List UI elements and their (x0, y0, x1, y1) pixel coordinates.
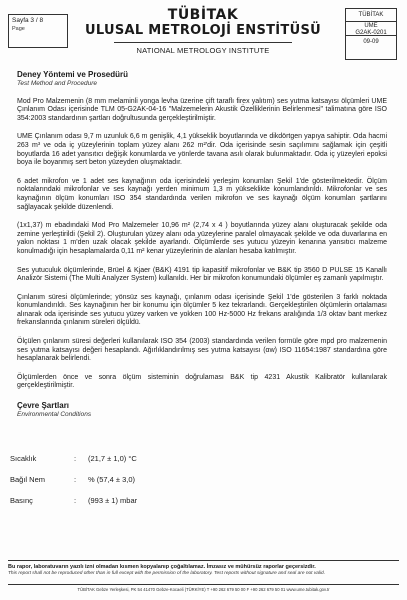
condition-value: % (57,4 ± 3,0) (88, 475, 136, 484)
section-title-en: Test Method and Procedure (17, 80, 97, 87)
condition-value: (993 ± 1) mbar (88, 496, 138, 505)
environment-conditions (10, 448, 310, 511)
report-header (8, 6, 397, 62)
code-doc: G2AK-0201 (355, 30, 387, 36)
page-number-en: Page (12, 26, 25, 32)
paragraph-reverberation: Çınlanım süresi ölçümlerinde; yönsüz ses kaynağı, çınlanım odası içerisinde Şekil 1'de gösterilen 3 farklı noktada konumlandırıldı. Ses kaynağının her bir konumu için ölçümler 5 kez tekrarlandı. Gerçekleştirilen ölçümlerin ortalaması alınarak oda içerisinde ses yutucu yüzey varken ve yokken 100 Hz-5000 Hz frekans aralığında 1/3 oktav bant merkez frekanslarında çınlanım süreleri ölçüldü. (17, 293, 387, 327)
org-title: TÜBİTAK (167, 7, 239, 23)
condition-colon: : (74, 454, 77, 463)
code-ume: UME (364, 23, 378, 29)
document-code-box (345, 8, 397, 60)
paragraph-microphones: 6 adet mikrofon ve 1 adet ses kaynağının oda içerisindeki yerleşim konumları Şekil 1'de gösterilmektedir. Ölçüm noktalarındaki mikrofonlar ve ses kaynağı yerden minimum 1,3 m yükseklikte konumlandırıldı. Mikrofonlar ve ses kaynağının ölçüm konumları ISO 354 standardında verilen mikrofon ve ses kaynağı ölçüm konumları şartlarını sağlayacak şekilde düzenlendi. (17, 177, 387, 211)
condition-label: Sıcaklık (10, 454, 37, 463)
section-title: Deney Yöntemi ve Prosedürü (17, 70, 128, 79)
condition-colon: : (74, 475, 77, 484)
paragraph-calibration: Ölçümlerden önce ve sonra ölçüm sisteminin doğrulaması B&K tip 4231 Akustik Kalibratör kullanılarak gerçekleştirilmiştir. (17, 373, 387, 390)
condition-row (10, 448, 310, 469)
institute-title-en: NATIONAL METROLOGY INSTITUTE (136, 46, 270, 55)
paragraph-sample-area: (1x1,37) m ebadındaki Mod Pro Malzemeler 10,96 m² (2,74 x 4 ) boyutlarında yüzey alanı oluşturacak şekilde oda zemine yerleştirildi (Şekil 2). Oluşturulan yüzey alanı oda yüzeylerine paralel olmayacak şekilde ve oda duvarlarına en yakın noktası 1 m'den uzak olacak şekilde ayarlandı. Ölçümlerde ses yutucu yüzeyin kenarına yansıtıcı malzeme konulmadığı için hesaplamalarda 0,11 m² kenar yüzeylerinin de alanları hesaba katılmıştır. (17, 222, 387, 255)
condition-value: (21,7 ± 1,0) °C (88, 454, 137, 463)
paragraph-room: UME Çınlanım odası 9,7 m uzunluk 6,6 m genişlik, 4,1 yükseklik boyutlarında ve dikdörtgen yapıya sahiptir. Oda hacmi 263 m³ ve oda iç yüzeylerinin toplam yüzey alanı 262 m²'dir. Oda içerisinde sesin saçılımını sağlamak için çeşitli boyutlarda 16 adet yansıtıcı değişik konumlarda ve yönlerde tavana asılı olarak bulunmaktadır. Oda iç yüzeyleri epoksi boya ile boyanmış sert beton yüzeyden oluşmaktadır. (17, 133, 387, 167)
paragraph-intro: Mod Pro Malzemenin (8 mm melaminli yonga levha üzerine çift taraflı firex yalıtım) ses yutma katsayısı ölçümleri UME Çınlanım Odası içerisinde TLM 05-G2AK-04-16 "Malzemelerin Akustik Özelliklerinin Belirlenmesi" talimatına göre ISO 354:2003 standardının şartları doğrultusunda gerçekleştirilmiştir. (17, 97, 387, 122)
footer-address: TÜBİTAK Gebze Yerleşkesi, PK 54 41470 Gebze-Kocaeli (TÜRKİYE) T +90 262 679 50 00 F +90 262 679 50 01 www.ume.tubitak.gov.tr (8, 584, 399, 592)
page-number-box (8, 14, 68, 48)
condition-label: Bağıl Nem (10, 475, 46, 484)
condition-colon: : (74, 496, 77, 505)
footer-notice: Bu rapor, laboratuvarın yazılı izni olmadan kısmen kopyalanıp çoğaltılamaz. İmzasız ve mühürsüz raporlar geçersizdir. (8, 564, 316, 570)
environment-title: Çevre Şartları (17, 401, 70, 411)
page-number: Sayfa 3 / 8 (12, 17, 44, 24)
footer-divider (8, 560, 399, 561)
report-body (17, 70, 387, 429)
paragraph-calculation: Ölçülen çınlanım süresi değerleri kullanılarak ISO 354 (2003) standardında verilen formüle göre mpd pro malzemenin ses yutma katsayısı değeri hesaplandı. Ağırlıklandırılmış ses yutma katsayısı (αw) ISO 11654:1987 standardına göre hesaplanarak belirlendi. (17, 338, 387, 363)
environment-title-en: Environmental Conditions (17, 411, 92, 419)
footer-notice-en: This report shall not be reproduced other than in full except with the permission of the laboratory. Test reports without signature and seal are not valid. (8, 571, 326, 576)
report-footer (8, 560, 399, 592)
condition-row (10, 469, 310, 490)
condition-row (10, 490, 310, 511)
code-date: 09-09 (363, 39, 379, 45)
paragraph-equipment: Ses yutuculuk ölçümlerinde, Brüel & Kjaer (B&K) 4191 tip kapasitif mikrofonlar ve B&K tip 3560 D PULSE 15 Kanallı Analizör Sistemi (The Multi Analyzer System) kullanıldı. Her bir mikrofon konumundaki ölçümler eş zamanlı yapılmıştır. (17, 266, 387, 283)
institute-title: ULUSAL METROLOJİ ENSTİTÜSÜ (85, 23, 321, 38)
code-org: TÜBİTAK (346, 9, 396, 22)
code-block (346, 22, 396, 36)
condition-label: Basınç (10, 496, 33, 505)
title-divider (114, 42, 292, 43)
institute-title-block (70, 6, 336, 62)
